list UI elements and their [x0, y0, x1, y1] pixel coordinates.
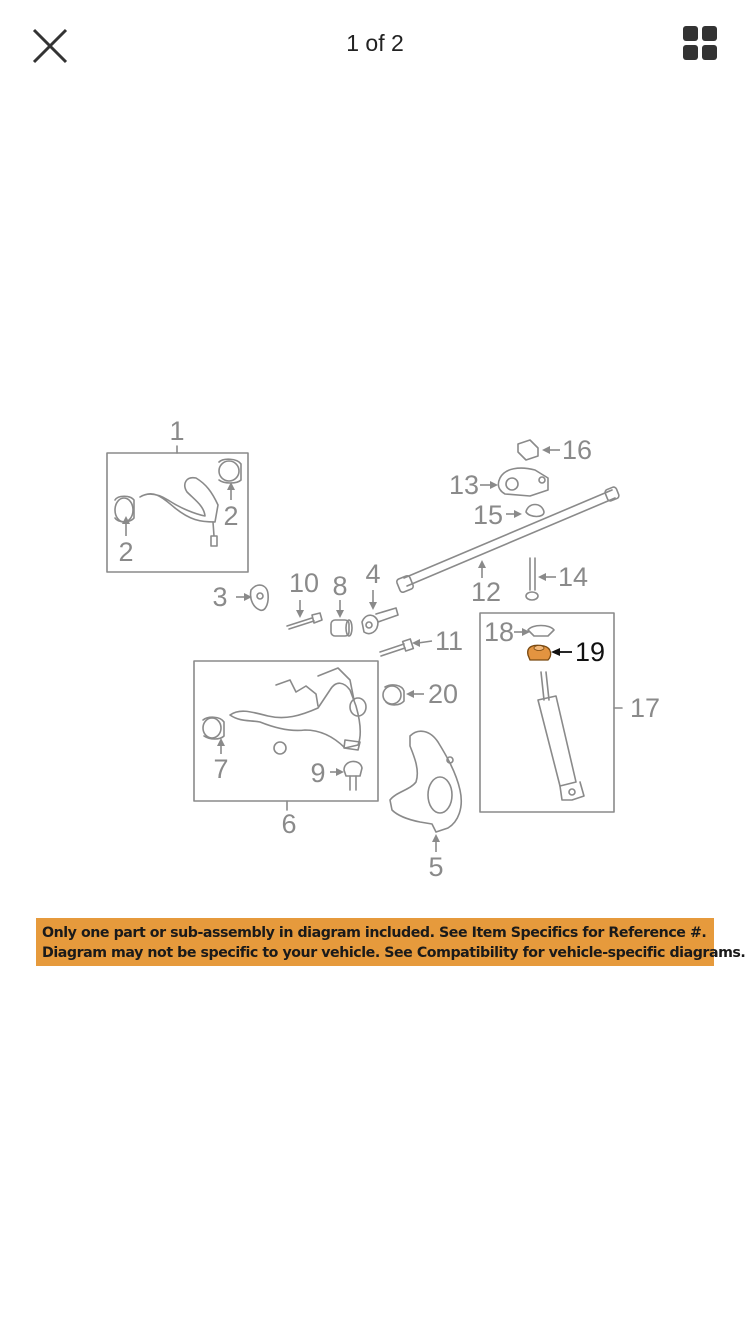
shock-absorber: [541, 672, 549, 700]
steering-knuckle: [390, 731, 461, 832]
grid-view-icon[interactable]: [682, 25, 718, 61]
label-15: 15: [472, 500, 504, 530]
parts-diagram: [0, 400, 750, 880]
label-2-left: 2: [118, 537, 134, 567]
label-3: 3: [212, 582, 228, 612]
label-7: 7: [213, 754, 229, 784]
label-6: 6: [281, 809, 297, 839]
disclaimer-line-1: Only one part or sub-assembly in diagram included. See Item Specifics for Reference #.: [42, 925, 707, 941]
label-9: 9: [310, 758, 326, 788]
image-counter: 1 of 2: [346, 30, 404, 56]
disclaimer-line-2: Diagram may not be specific to your vehicle. See Compatibility for vehicle-specific diagrams.: [42, 945, 746, 961]
label-12: 12: [470, 577, 502, 607]
label-19: 19: [574, 637, 606, 667]
lower-control-arm: [230, 683, 360, 748]
label-8: 8: [332, 571, 348, 601]
disclaimer-banner: [36, 918, 746, 966]
label-16: 16: [561, 435, 593, 465]
label-5: 5: [428, 852, 444, 880]
label-14: 14: [557, 562, 589, 592]
label-1: 1: [169, 416, 185, 446]
label-18: 18: [483, 617, 515, 647]
label-2-right: 2: [223, 501, 239, 531]
label-13: 13: [448, 470, 480, 500]
label-10: 10: [288, 568, 320, 598]
upper-control-arm: [140, 478, 218, 522]
cam-plate: [251, 585, 269, 610]
top-bar: [0, 0, 750, 90]
label-11: 11: [434, 626, 464, 656]
label-20: 20: [427, 679, 459, 709]
label-4: 4: [365, 559, 381, 589]
label-17: 17: [629, 693, 661, 723]
